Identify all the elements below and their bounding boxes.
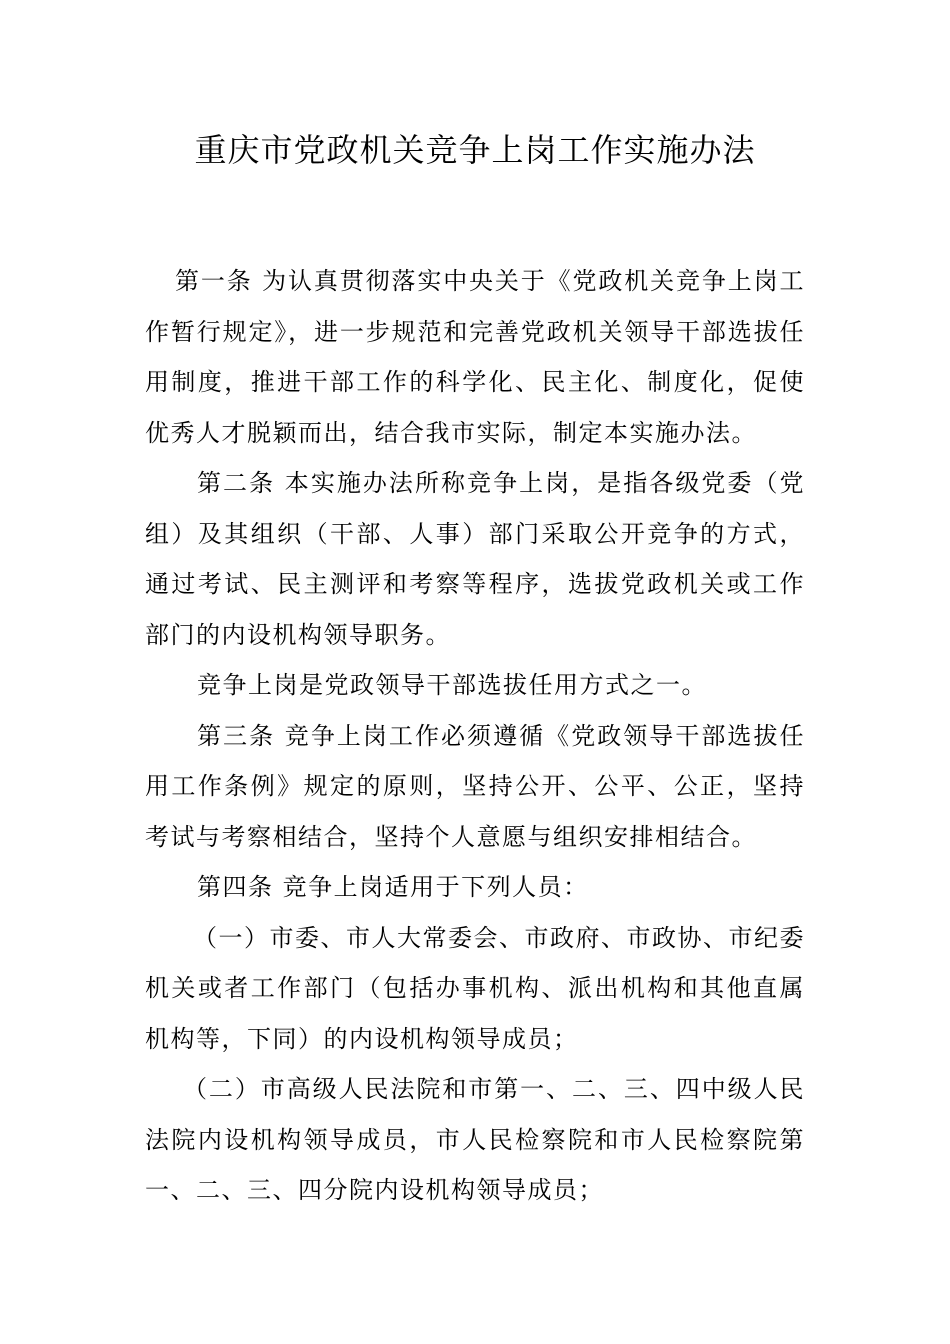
article-4-item-2-paragraph: （二）市高级人民法院和市第一、二、三、四中级人民法院内设机构领导成员，市人民检察院和市人民检察院第一、二、三、四分院内设机构领导成员； [145, 1075, 805, 1204]
article-1-paragraph: 第一条 为认真贯彻落实中央关于《党政机关竞争上岗工作暂行规定》，进一步规范和完善党政机关领导干部选拔任用制度，推进干部工作的科学化、民主化、制度化，促使优秀人才脱颖而出，结合我市实际，制定本实施办法。 [145, 267, 805, 447]
document-body [145, 256, 805, 1216]
article-3-paragraph: 第三条 竞争上岗工作必须遵循《党政领导干部选拔任用工作条例》规定的原则，坚持公开、公平、公正，坚持考试与考察相结合，坚持个人意愿与组织安排相结合。 [145, 721, 805, 851]
article-2-paragraph: 第二条 本实施办法所称竞争上岗，是指各级党委（党组）及其组织（干部、人事）部门采取公开竞争的方式，通过考试、民主测评和考察等程序，选拔党政机关或工作部门的内设机构领导职务。 [145, 469, 805, 649]
article-4-item-1-paragraph: （一）市委、市人大常委会、市政府、市政协、市纪委机关或者工作部门（包括办事机构、派出机构和其他直属机构等，下同）的内设机构领导成员； [145, 923, 805, 1053]
document-title: 重庆市党政机关竞争上岗工作实施办法 [194, 131, 756, 169]
article-2-note-paragraph: 竞争上岗是党政领导干部选拔任用方式之一。 [197, 671, 707, 699]
article-4-paragraph: 第四条 竞争上岗适用于下列人员： [197, 873, 589, 901]
